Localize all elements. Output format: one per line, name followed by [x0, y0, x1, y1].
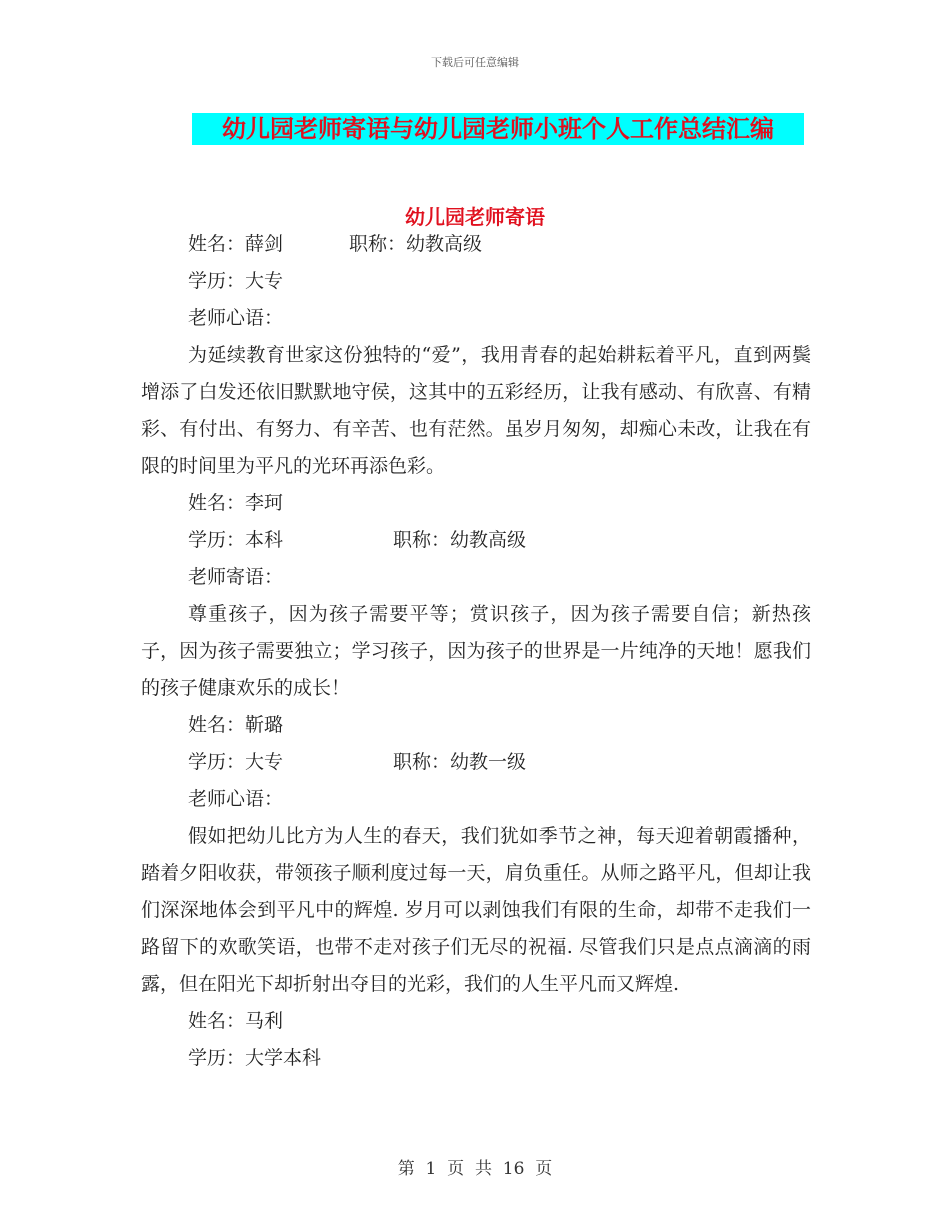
- teacher-3-edu-row: [141, 744, 811, 781]
- document-body: [141, 226, 811, 1077]
- teacher-3-text: 假如把幼儿比方为人生的春天，我们犹如季节之神，每天迎着朝霞播种，踏着夕阳收获，带领孩子顺利度过每一天，肩负重任。从师之路平凡，但却让我们深深地体会到平凡中的辉煌. 岁月可以剥蚀我们有限的生命，却带不走我们一路留下的欢歌笑语，也带不走对孩子们无尽的祝福. 尽管我们只是点点滴滴的雨露，但在阳光下却折射出夺目的光彩，我们的人生平凡而又辉煌.: [141, 825, 811, 995]
- header-note: 下载后可任意编辑: [431, 56, 519, 69]
- teacher-1-name-row: [141, 226, 811, 263]
- teacher-1-name: 姓名：薛剑: [188, 233, 284, 255]
- teacher-3-title: 职称：幼教一级: [393, 751, 527, 773]
- teacher-1-heading: 老师心语：: [188, 307, 284, 329]
- teacher-1-text: 为延续教育世家这份独特的“爱”，我用青春的起始耕耘着平凡，直到两鬓增添了白发还依旧默默地守侯，这其中的五彩经历，让我有感动、有欣喜、有精彩、有付出、有努力、有辛苦、也有茫然。虽岁月匆匆，却痴心未改，让我在有限的时间里为平凡的光环再添色彩。: [141, 344, 811, 477]
- teacher-4-education: 学历：大学本科: [188, 1047, 322, 1069]
- teacher-1-title: 职称：幼教高级: [349, 233, 483, 255]
- teacher-2-title: 职称：幼教高级: [393, 529, 527, 551]
- document-title: 幼儿园老师寄语与幼儿园老师小班个人工作总结汇编: [192, 113, 804, 145]
- page-footer: 第 1 页 共 16 页: [397, 1159, 553, 1179]
- teacher-4-name: 姓名：马利: [188, 1010, 284, 1032]
- teacher-3-name: 姓名：靳璐: [188, 714, 284, 736]
- teacher-1-education: 学历：大专: [188, 270, 284, 292]
- teacher-2-education: 学历：本科: [188, 529, 284, 551]
- teacher-2-name: 姓名：李珂: [188, 492, 284, 514]
- teacher-3-heading: 老师心语：: [188, 788, 284, 810]
- section-title: 幼儿园老师寄语: [405, 205, 545, 229]
- teacher-2-text: 尊重孩子，因为孩子需要平等；赏识孩子，因为孩子需要自信；新热孩子，因为孩子需要独立；学习孩子，因为孩子的世界是一片纯净的天地！愿我们的孩子健康欢乐的成长！: [141, 603, 811, 699]
- teacher-2-heading: 老师寄语：: [188, 566, 284, 588]
- teacher-2-edu-row: [141, 522, 811, 559]
- teacher-3-education: 学历：大专: [188, 751, 284, 773]
